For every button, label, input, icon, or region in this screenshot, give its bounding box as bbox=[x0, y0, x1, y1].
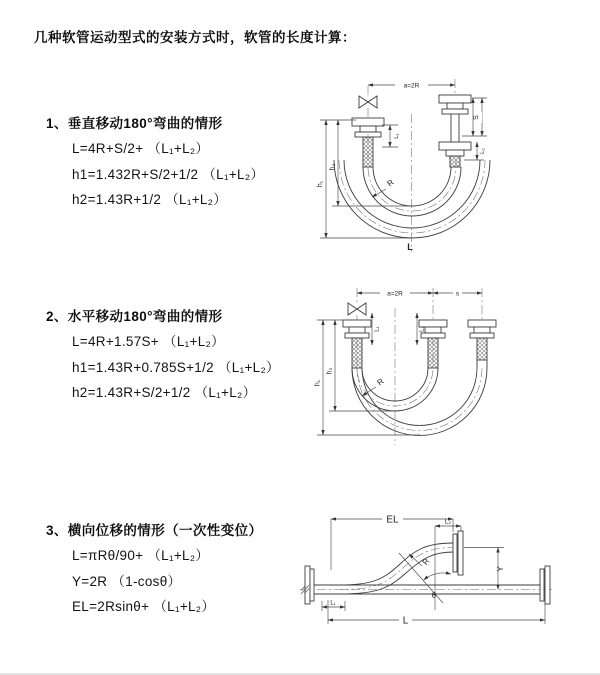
dim-label-l: L bbox=[402, 615, 409, 627]
centerlines bbox=[368, 79, 455, 252]
valve-icon bbox=[359, 96, 377, 108]
dim-a-2r bbox=[357, 288, 433, 298]
section-2-heading: 2、水平移动180°弯曲的情形 bbox=[46, 309, 223, 324]
dim-label-h1: h₁ bbox=[317, 180, 324, 188]
displaced-flange bbox=[453, 531, 463, 575]
dim-label-a2r: a=2R bbox=[387, 290, 403, 298]
angle-label: θ bbox=[431, 591, 437, 600]
dim-l bbox=[328, 600, 545, 627]
dim-s bbox=[462, 98, 487, 136]
valve-icon bbox=[348, 303, 366, 315]
right-flange bbox=[468, 320, 496, 338]
formula-line: L=4R+1.57S+ （L₁+L₂） bbox=[72, 334, 225, 349]
section-vertical-bend bbox=[46, 111, 316, 213]
diagram-horizontal-bend bbox=[312, 283, 592, 471]
dim-label-l2: L₂ bbox=[419, 326, 426, 332]
hose-u-bend bbox=[352, 340, 487, 435]
formula-line: h2=1.43R+1/2 （L₁+L₂） bbox=[72, 192, 228, 207]
dim-label-el: EL bbox=[386, 514, 399, 526]
braided-hose-section bbox=[477, 338, 487, 360]
formula-line: h2=1.43R+S/2+1/2 （L₁+L₂） bbox=[72, 385, 257, 400]
length-label: L bbox=[407, 242, 413, 252]
section-horizontal-bend bbox=[46, 304, 316, 406]
dim-label-l1: L₁ bbox=[374, 326, 381, 332]
left-flange bbox=[343, 320, 371, 338]
formula-line: h1=1.43R+0.785S+1/2 （L₁+L₂） bbox=[72, 359, 280, 375]
dim-label-a2r: a=2R bbox=[403, 82, 420, 90]
dim-l2 bbox=[417, 313, 426, 345]
left-flange bbox=[305, 566, 314, 604]
dim-s bbox=[433, 288, 482, 298]
formula-line: h1=1.432R+S/2+1/2 （L₁+L₂） bbox=[72, 166, 265, 182]
formula-line: Y=2R （1-cosθ） bbox=[72, 573, 182, 589]
dim-label-l2: L₂ bbox=[480, 148, 486, 154]
radius-label: R bbox=[375, 376, 386, 388]
dim-label-h2: h₂ bbox=[329, 163, 337, 171]
dim-label-h1: h₁ bbox=[314, 379, 322, 387]
dim-a-2r bbox=[368, 80, 455, 90]
formula-line: L=4R+S/2+ （L₁+L₂） bbox=[72, 141, 210, 156]
dim-label-s: s bbox=[455, 290, 460, 298]
section-1-heading: 1、垂直移动180°弯曲的情形 bbox=[46, 116, 223, 131]
formula-line: EL=2Rsinθ+ （L₁+L₂） bbox=[72, 599, 216, 614]
dim-label-h2: h₂ bbox=[326, 367, 334, 375]
dim-label-l1: L₁ bbox=[330, 600, 336, 607]
right-flange bbox=[540, 566, 550, 604]
right-pipe bbox=[439, 95, 471, 167]
section-lateral-displacement bbox=[46, 518, 316, 620]
dim-label-l1: L₁ bbox=[394, 133, 400, 139]
diagram-lateral-displacement bbox=[298, 503, 590, 651]
dim-l1 bbox=[382, 125, 400, 147]
dim-label-l2: L₂ bbox=[444, 518, 452, 526]
radius-label: R bbox=[385, 177, 396, 189]
dim-y bbox=[464, 548, 505, 590]
radius-label: R bbox=[420, 556, 432, 567]
dim-label-y: Y bbox=[496, 566, 505, 572]
page-title: 几种软管运动型式的安装方式时，软管的长度计算： bbox=[34, 30, 356, 45]
hose-s-curve bbox=[340, 543, 453, 594]
dim-label-s: S bbox=[473, 115, 480, 120]
dim-l1 bbox=[372, 313, 381, 345]
section-3-heading: 3、横向位移的情形（一次性变位） bbox=[46, 523, 263, 538]
diagram-vertical-bend bbox=[312, 72, 592, 257]
formula-line: L=πRθ/90+ （L₁+L₂） bbox=[72, 548, 210, 563]
dim-l1 bbox=[322, 601, 345, 612]
centerlines bbox=[357, 288, 482, 445]
